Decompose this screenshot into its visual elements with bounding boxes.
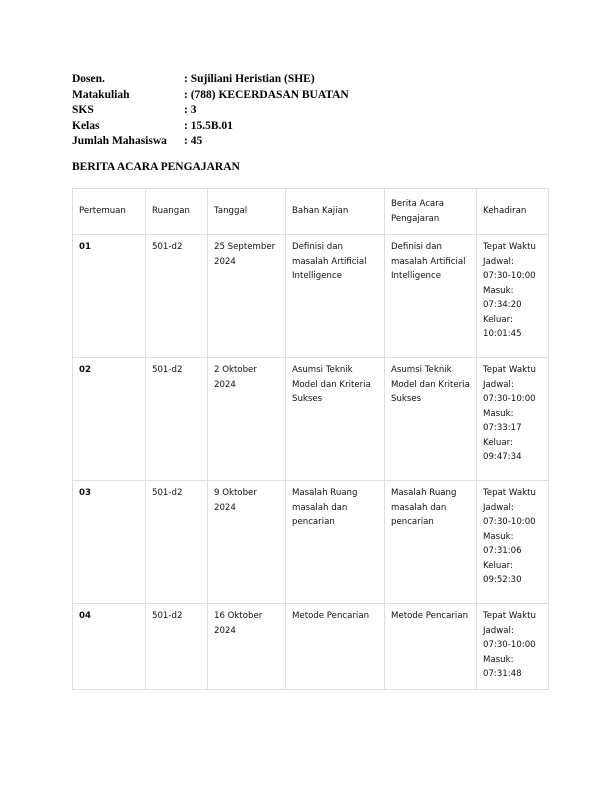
cell-pertemuan: 03 [73, 481, 146, 604]
kehadiran-line: 09:47:34 [483, 452, 522, 462]
kehadiran-line: 07:30-10:00 [483, 394, 536, 404]
info-label: Matakuliah [72, 88, 130, 101]
kehadiran-line: 07:30-10:00 [483, 271, 536, 281]
header-kehadiran: Kehadiran [477, 189, 549, 235]
cell-kehadiran [477, 604, 549, 690]
kehadiran-line: Keluar: [483, 314, 513, 325]
kehadiran-line: Tepat Waktu [483, 488, 536, 498]
info-label: SKS [72, 104, 94, 116]
info-row-sks [72, 103, 349, 119]
info-value: : (788) KECERDASAN BUATAN [184, 88, 349, 101]
info-row-matakuliah [72, 88, 349, 104]
cell-pertemuan: 04 [73, 604, 146, 690]
kehadiran-line: Tepat Waktu [483, 365, 536, 375]
header-berita-acara: Berita Acara Pengajaran [385, 189, 477, 235]
cell-pertemuan: 01 [73, 235, 146, 358]
kehadiran-line: Masuk: [483, 285, 514, 296]
kehadiran-line: 07:30-10:00 [483, 517, 536, 527]
cell-bahan-kajian: Definisi dan masalah Artificial Intelligence [286, 235, 385, 358]
kehadiran-line: Masuk: [483, 408, 514, 419]
kehadiran-line: 07:33:17 [483, 423, 522, 433]
kehadiran-line: 07:30-10:00 [483, 640, 536, 650]
header-tanggal: Tanggal [208, 189, 286, 235]
info-row-jumlah-mahasiswa [72, 134, 349, 150]
info-label: Kelas [72, 119, 100, 132]
kehadiran-line: Keluar: [483, 437, 513, 448]
cell-kehadiran [477, 358, 549, 481]
cell-bahan-kajian: Metode Pencarian [286, 604, 385, 690]
cell-pertemuan: 02 [73, 358, 146, 481]
kehadiran-line: 10:01:45 [483, 329, 522, 339]
cell-ruangan: 501-d2 [146, 235, 208, 358]
kehadiran-line: Keluar: [483, 560, 513, 571]
cell-berita-acara: Definisi dan masalah Artificial Intelligence [385, 235, 477, 358]
info-row-dosen [72, 72, 349, 88]
table-row [73, 358, 549, 481]
kehadiran-line: Jadwal: [483, 379, 514, 390]
cell-tanggal: 25 September 2024 [208, 235, 286, 358]
cell-tanggal: 16 Oktober 2024 [208, 604, 286, 690]
kehadiran-line: Jadwal: [483, 625, 514, 636]
info-value: : 15.5B.01 [184, 119, 233, 132]
cell-ruangan: 501-d2 [146, 481, 208, 604]
kehadiran-line: Jadwal: [483, 256, 514, 267]
cell-kehadiran [477, 235, 549, 358]
section-title: BERITA ACARA PENGAJARAN [72, 161, 240, 173]
table-header-row [73, 189, 549, 235]
attendance-table [72, 188, 549, 690]
info-row-kelas [72, 119, 349, 135]
kehadiran-line: 07:31:06 [483, 546, 522, 556]
kehadiran-line: Tepat Waktu [483, 611, 536, 621]
cell-tanggal: 2 Oktober 2024 [208, 358, 286, 481]
kehadiran-line: 07:31:48 [483, 669, 522, 679]
table-row [73, 604, 549, 690]
kehadiran-line: Tepat Waktu [483, 242, 536, 252]
cell-bahan-kajian: Masalah Ruang masalah dan pencarian [286, 481, 385, 604]
header-bahan-kajian: Bahan Kajian [286, 189, 385, 235]
table-row [73, 481, 549, 604]
cell-berita-acara: Metode Pencarian [385, 604, 477, 690]
header-ruangan: Ruangan [146, 189, 208, 235]
cell-berita-acara: Asumsi Teknik Model dan Kriteria Sukses [385, 358, 477, 481]
info-label: Jumlah Mahasiswa [72, 135, 167, 147]
kehadiran-line: Masuk: [483, 531, 514, 542]
kehadiran-line: 09:52:30 [483, 575, 522, 585]
cell-tanggal: 9 Oktober 2024 [208, 481, 286, 604]
kehadiran-line: 07:34:20 [483, 300, 522, 310]
kehadiran-line: Jadwal: [483, 502, 514, 513]
table-row [73, 235, 549, 358]
header-pertemuan: Pertemuan [73, 189, 146, 235]
cell-ruangan: 501-d2 [146, 604, 208, 690]
kehadiran-line: Masuk: [483, 654, 514, 665]
cell-ruangan: 501-d2 [146, 358, 208, 481]
info-value: : Sujiliani Heristian (SHE) [184, 73, 315, 85]
cell-bahan-kajian: Asumsi Teknik Model dan Kriteria Sukses [286, 358, 385, 481]
info-value: : 3 [184, 104, 197, 116]
cell-berita-acara: Masalah Ruang masalah dan pencarian [385, 481, 477, 604]
cell-kehadiran [477, 481, 549, 604]
info-label: Dosen. [72, 73, 105, 85]
info-value: : 45 [184, 135, 203, 147]
course-info [72, 72, 349, 150]
